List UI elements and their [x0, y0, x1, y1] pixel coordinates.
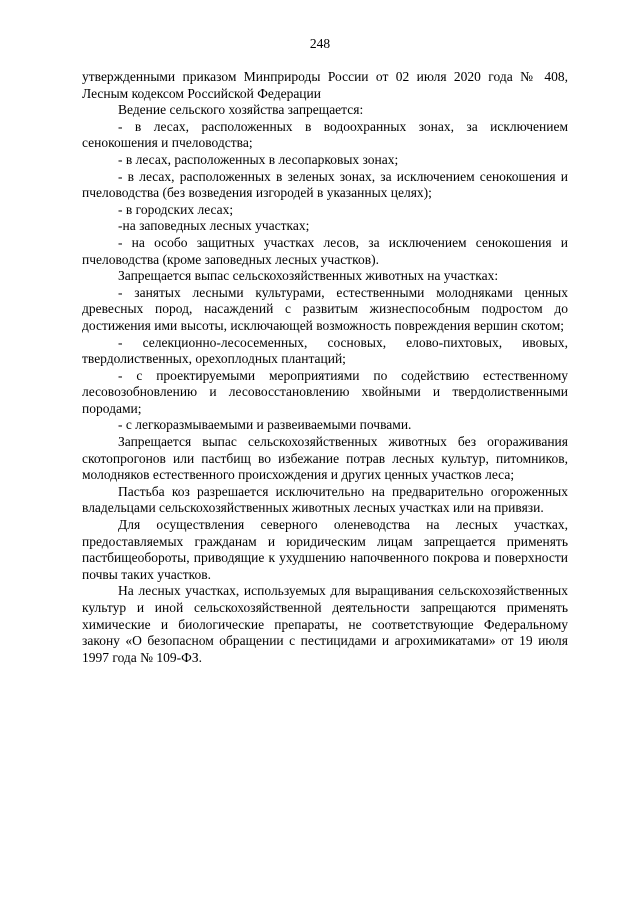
- list-item: - в лесах, расположенных в лесопарковых зонах;: [118, 151, 399, 167]
- list-item: - с легкоразмываемыми и развеиваемыми почвами.: [118, 417, 412, 433]
- body-text: [82, 69, 568, 666]
- list-item: - на особо защитных участках лесов, за исключением сенокошения и пчеловодства (кроме заповедных лесных участков).: [82, 234, 568, 267]
- paragraph: Запрещается выпас сельскохозяйственных животных без огораживания скотопрогонов или пастбищ во избежание потрав лесных культур, питомников, молодняков естественного происхождения и других ценных участков леса;: [82, 434, 568, 483]
- list-item: - селекционно-лесосеменных, сосновых, елово-пихтовых, ивовых, твердолиственных, орехоплодных плантаций;: [82, 334, 568, 367]
- paragraph: Запрещается выпас сельскохозяйственных животных на участках:: [118, 268, 499, 284]
- paragraph: На лесных участках, используемых для выращивания сельскохозяйственных культур и иной сельскохозяйственной деятельности запрещаются применять химические и биологические препараты, не соответствующие Федеральному закону «О безопасном обращении с пестицидами и агрохимикатами» от 19 июля 1997 года № 109-ФЗ.: [82, 583, 568, 665]
- list-item: - занятых лесными культурами, естественными молодняками ценных древесных пород, насаждений с развитым жизнеспособным подростом до достижения ими высоты, исключающей возможность повреждения вершин скотом;: [82, 284, 568, 333]
- list-item: - с проектируемыми мероприятиями по содействию естественному лесовозобновлению и лесовосстановлению хвойными и твердолиственными породами;: [82, 367, 568, 416]
- page-number: 248: [309, 36, 331, 51]
- list-item: - в городских лесах;: [118, 201, 234, 217]
- paragraph: Для осуществления северного оленеводства на лесных участках, предоставляемых гражданам и юридическим лицам запрещается применять пастбищеобороты, приводящие к ухудшению напочвенного покрова и поверхности почвы таких участков.: [82, 517, 568, 582]
- paragraph: Пастьба коз разрешается исключительно на предварительно огороженных владельцами сельскохозяйственных животных лесных участках или на привязи.: [82, 483, 568, 516]
- list-item: -на заповедных лесных участках;: [118, 218, 310, 234]
- paragraph: утвержденными приказом Минприроды России от 02 июля 2020 года № 408, Лесным кодексом Российской Федерации: [82, 69, 568, 101]
- list-item: - в лесах, расположенных в зеленых зонах, за исключением сенокошения и пчеловодства (без возведения изгородей в указанных целях);: [82, 168, 568, 201]
- paragraph: Ведение сельского хозяйства запрещается:: [118, 102, 364, 118]
- list-item: - в лесах, расположенных в водоохранных зонах, за исключением сенокошения и пчеловодства;: [82, 118, 568, 151]
